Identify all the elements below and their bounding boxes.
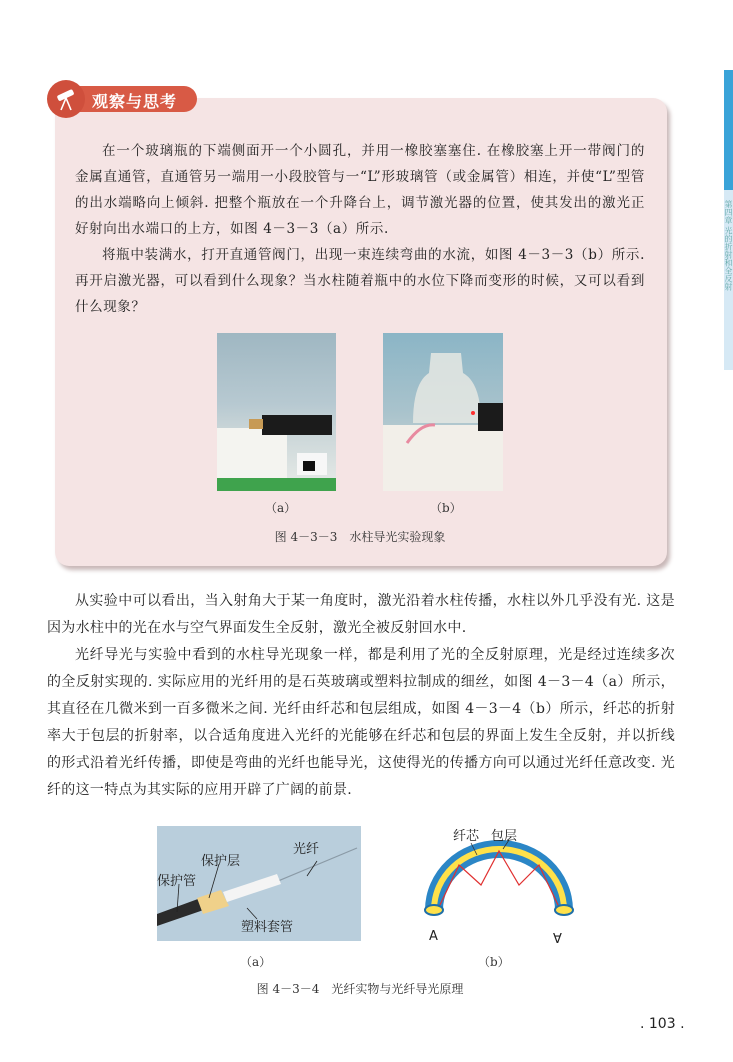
telescope-icon <box>54 86 80 112</box>
fiber-principle-diagram <box>419 825 579 950</box>
label-fiber: 光纤 <box>293 842 320 857</box>
body-paragraph-2: 光纤导光与实验中看到的水柱导光现象一样，都是利用了光的全反射原理，光是经过连续多次的全反射实现的. 实际应用的光纤用的是石英玻璃或塑料拉制成的细丝，如图 4－3－4（a）所示，其直径在几微米到一百多微米之间. 光纤由纤芯和包层组成，如图 4－3－4（b）所示，纤芯的折射率大于包层的折射率，以合适角度进入光纤的光能够在纤芯和包层的界面上发生全反射，并以折线的形式沿着光纤传播，即使是弯曲的光纤也能导光，这使得光的传播方向可以通过光纤任意改变. 光纤的这一特点为其实际的应用开辟了广阔的前景. <box>47 647 675 798</box>
photo-a-label: （a） <box>265 501 297 515</box>
figure-4-3-3-caption: 图 4－3－3 水柱导光实验现象 <box>274 530 446 544</box>
chapter-side-tab-accent <box>724 70 733 190</box>
section-title: 观察与思考 <box>92 92 178 111</box>
label-protect-tube: 保护管 <box>157 874 197 889</box>
chapter-side-tab-text: 第四章 光的折射和全反射 <box>724 200 733 291</box>
fiber-photo-label: （a） <box>240 955 272 969</box>
experiment-photo-a <box>217 333 336 491</box>
label-plastic-sleeve: 塑料套管 <box>241 920 294 935</box>
figure-4-3-4-caption: 图 4－3－4 光纤实物与光纤导光原理 <box>256 982 464 996</box>
body-paragraph-1: 从实验中可以看出，当入射角大于某一角度时，激光沿着水柱传播，水柱以外几乎没有光. 这是因为水柱中的光在水与空气界面发生全反射，激光全被反射回水中. <box>47 593 675 636</box>
label-core: 纤芯 <box>453 829 480 844</box>
page-number: . 103 . <box>640 1016 685 1032</box>
photo-b-label: （b） <box>430 501 462 515</box>
fiber-photo <box>157 826 361 941</box>
box-paragraph-1: 在一个玻璃瓶的下端侧面开一个小圆孔，并用一橡胶塞塞住. 在橡胶塞上开一带阀门的金属直通管，直通管另一端用一小段胶管与一“L”形玻璃管（或金属管）相连，并使“L”型管的出水端略向上倾斜. 把整个瓶放在一个升降台上，调节激光器的位置，使其发出的激光正好射向出水端口的上方，如图 4－3－3（a）所示. <box>75 143 645 237</box>
label-protect-layer: 保护层 <box>201 854 241 869</box>
label-cladding: 包层 <box>491 829 518 844</box>
section-badge <box>47 80 197 118</box>
experiment-photo-b <box>383 333 503 491</box>
box-paragraph-2: 将瓶中装满水，打开直通管阀门，出现一束连续弯曲的水流，如图 4－3－3（b）所示. 再开启激光器，可以看到什么现象？当水柱随着瓶中的水位下降而变形的时候，又可以看到什么现象？ <box>75 247 645 315</box>
label-end-right: A <box>553 929 562 944</box>
label-end-left: A <box>429 929 438 944</box>
fiber-diagram-label: （b） <box>478 955 510 969</box>
